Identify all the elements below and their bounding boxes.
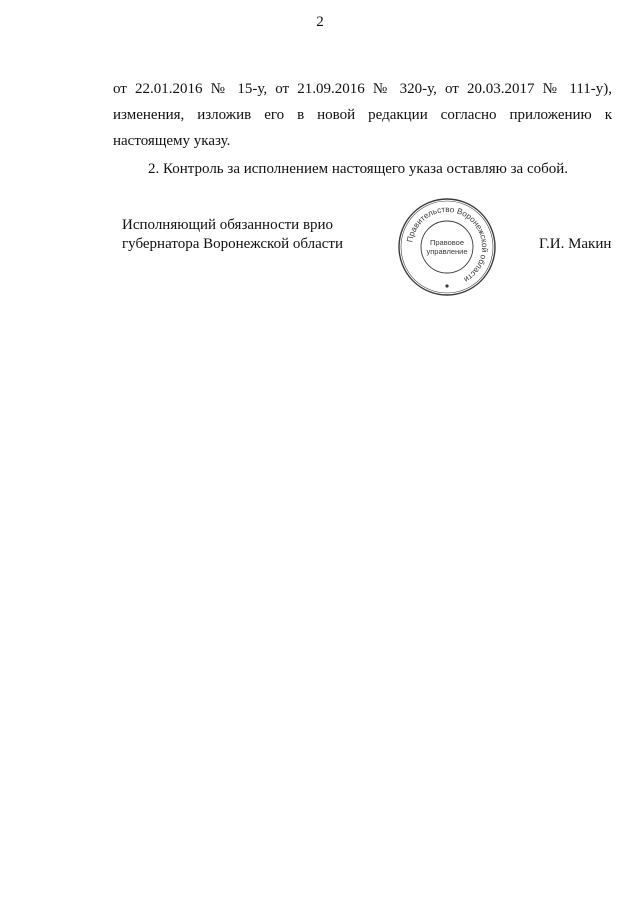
paragraph-line: настоящему указу.	[113, 133, 231, 149]
paragraph-amendments	[113, 76, 612, 154]
seal-outer-text: Правительство Воронежской области	[405, 204, 490, 285]
page-number: 2	[316, 14, 324, 30]
signatory-position	[122, 216, 343, 254]
signatory-position-line: губернатора Воронежской области	[122, 236, 343, 252]
seal-inner-text: управление	[426, 247, 468, 256]
paragraph-line: изменения, изложив его в новой редакции согласно приложению к	[113, 107, 612, 123]
signatory-name: Г.И. Макин	[539, 236, 612, 252]
paragraph-control: 2. Контроль за исполнением настоящего указа оставляю за собой.	[148, 161, 569, 177]
seal-star	[445, 284, 448, 287]
signatory-position-line: Исполняющий обязанности врио	[122, 217, 334, 233]
official-seal	[396, 196, 498, 298]
seal-inner-text: Правовое	[429, 238, 465, 247]
paragraph-line: от 22.01.2016 № 15-у, от 21.09.2016 № 320-у, от 20.03.2017 № 111-у),	[113, 81, 612, 97]
